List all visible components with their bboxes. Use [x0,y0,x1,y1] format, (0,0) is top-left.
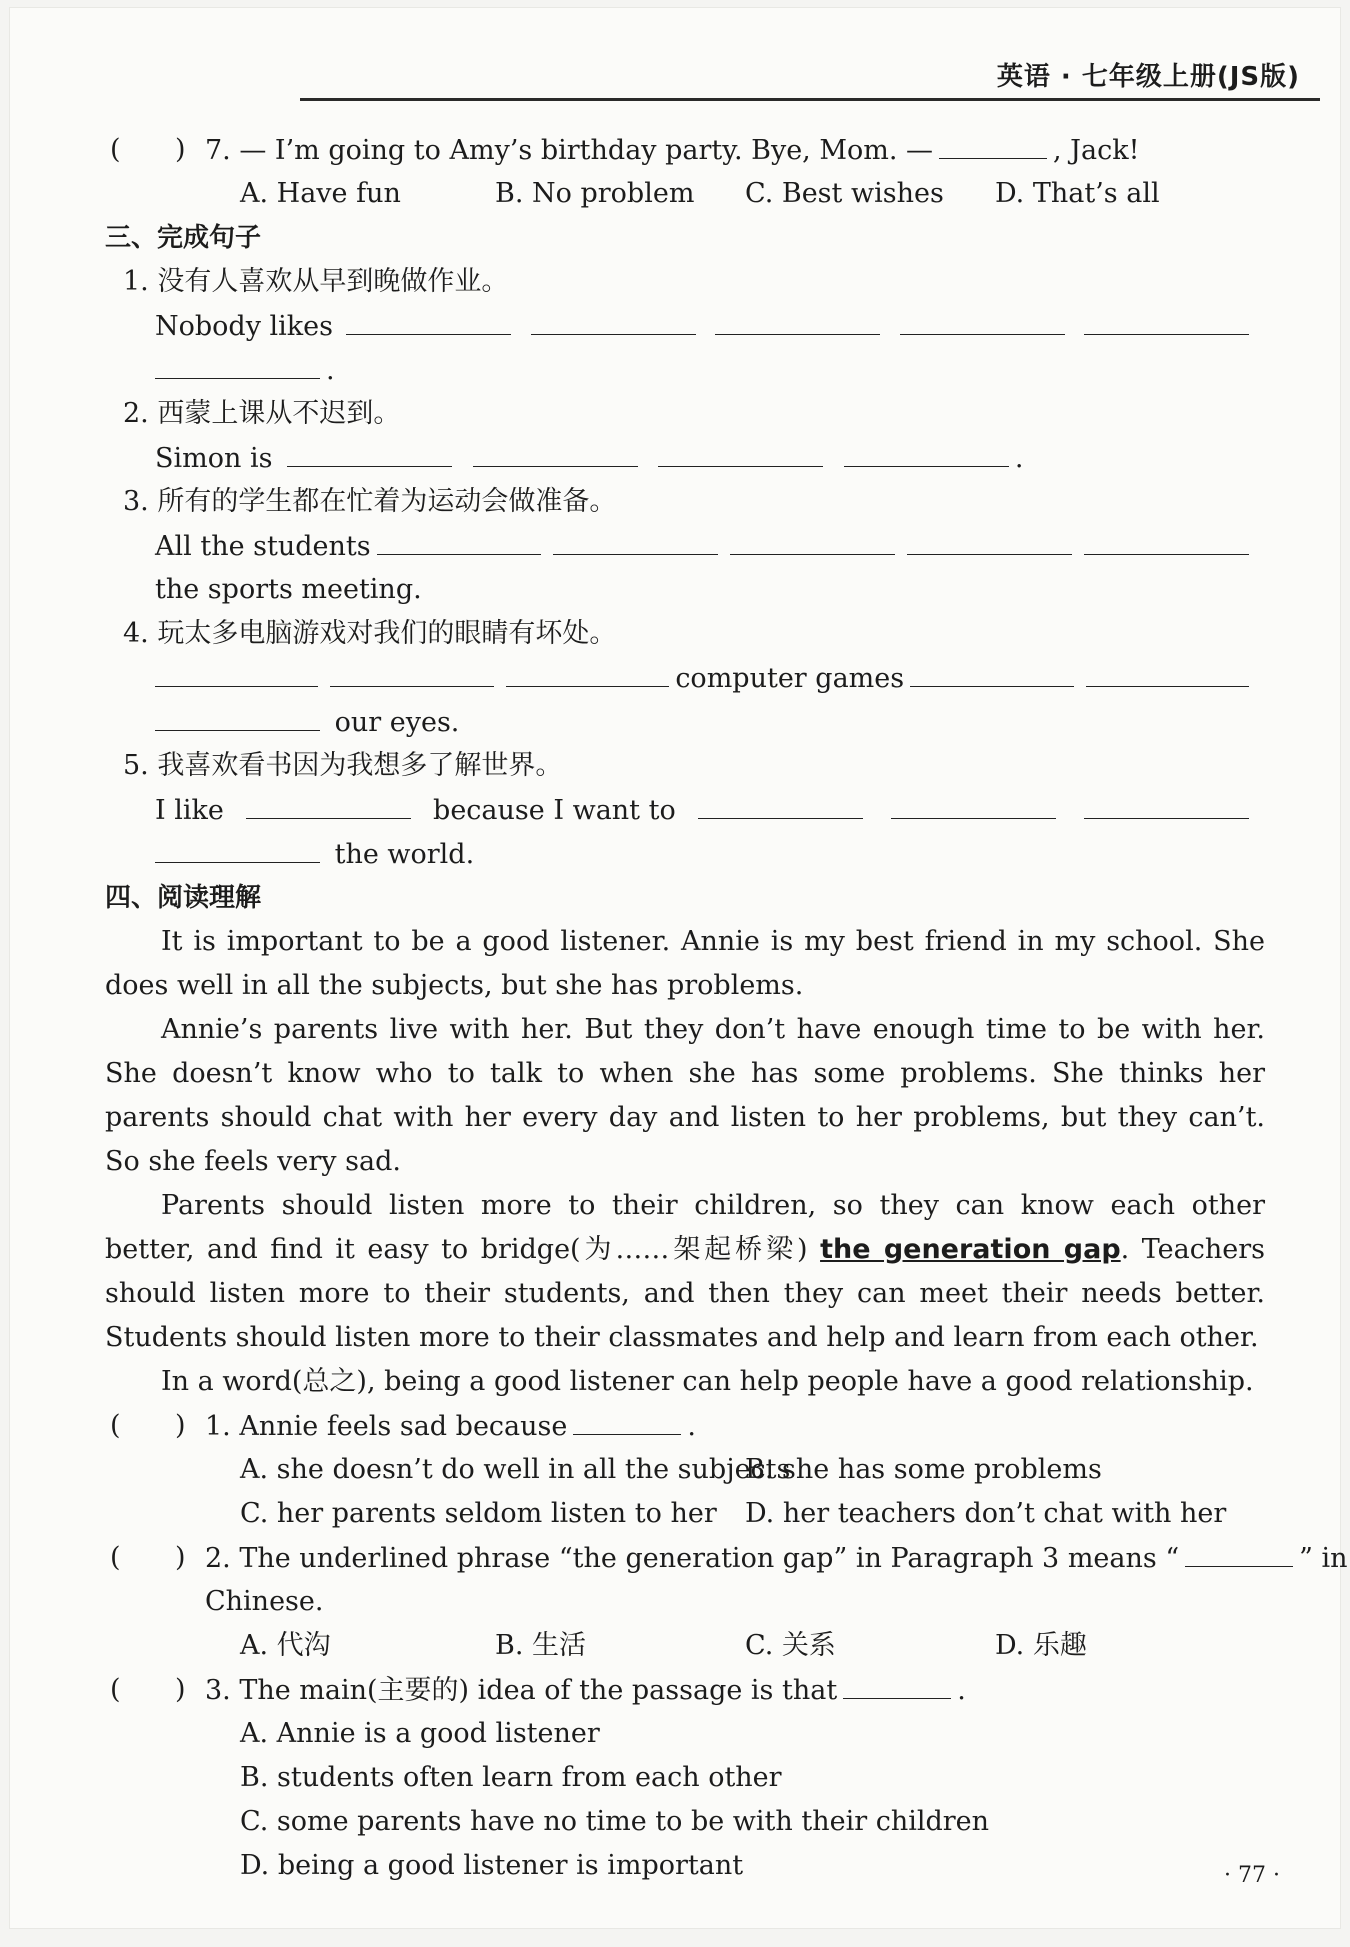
item-4-mid: computer games [675,663,905,694]
answer-blank[interactable] [246,788,411,819]
item-5-english-cont [105,832,1265,876]
item-4-english-cont [105,700,1265,744]
item-2-prefix: Simon is [155,443,273,474]
question-stem-continued: Chinese. [205,1586,324,1617]
reading-question-3-option-d [105,1844,1265,1888]
reading-question-2 [105,1536,1348,1580]
reading-question-1 [105,1404,1265,1448]
item-5-english [105,788,1265,832]
reading-question-3-option-b [105,1756,1265,1800]
answer-paren-open: ( [110,1542,121,1573]
option-a[interactable]: A. 代沟 [240,1630,331,1661]
answer-blank[interactable] [1084,524,1249,555]
answer-blank[interactable] [553,524,718,555]
item-2-end: . [1014,443,1024,474]
item-3-chinese: 3. 所有的学生都在忙着为运动会做准备。 [123,486,617,517]
option-c[interactable]: C. 关系 [745,1630,836,1661]
answer-paren-close: ) [175,1410,186,1441]
option-b[interactable]: B. she has some problems [745,1454,1102,1485]
answer-blank[interactable] [698,788,863,819]
answer-blank[interactable] [730,524,895,555]
item-2-english [105,436,1265,480]
answer-blank[interactable] [891,788,1056,819]
reading-question-3-option-a [105,1712,1265,1756]
answer-blank[interactable] [844,436,1009,467]
item-5-end: the world. [334,839,475,870]
answer-blank[interactable] [907,524,1072,555]
item-4-chinese: 4. 玩太多电脑游戏对我们的眼睛有坏处。 [123,618,617,649]
reading-paragraph-4: In a word(总之), being a good listener can help people have a good relationship. [161,1366,1254,1397]
answer-blank[interactable] [900,304,1065,335]
question-stem-end: . [957,1675,966,1706]
header-rule [300,98,1320,101]
answer-paren-open: ( [110,134,121,165]
answer-blank[interactable] [506,656,669,687]
option-c[interactable]: C. her parents seldom listen to her [240,1498,717,1529]
item-2-chinese: 2. 西蒙上课从不迟到。 [123,398,401,429]
question-stem-end: , Jack! [1053,135,1140,166]
option-a[interactable]: A. Have fun [240,178,401,209]
question-7 [105,128,1265,172]
workbook-page [10,8,1348,1928]
answer-blank[interactable] [377,524,542,555]
question-stem-text: 3. The main(主要的) idea of the passage is that [205,1675,838,1706]
question-stem [205,128,1139,173]
paragraph-3-middle: . Teachers should listen more to their [105,1234,1265,1309]
answer-blank[interactable] [155,832,320,863]
answer-blank[interactable] [155,700,320,731]
page-number: · 77 · [1224,1863,1280,1888]
option-d[interactable]: D. her teachers don’t chat with her [745,1498,1227,1529]
answer-blank[interactable] [330,656,493,687]
section-4-title: 四、阅读理解 [105,883,262,913]
item-4-english [105,656,1265,700]
question-stem [205,1536,1348,1581]
answer-blank[interactable] [843,1668,951,1699]
option-c[interactable]: C. some parents have no time to be with their children [240,1806,990,1837]
reading-paragraph-2: Annie’s parents live with her. But they don’t have enough time to be with her. She doesn’t know who to talk to when she has some problems. She thinks her parents should chat with her every day and listen to her problems, but they can’t. So she feels very sad. [105,1014,1265,1177]
paragraph-3-start: Parents should listen more to their children, so they can know each other better, and find it easy to bridge(为……架起桥梁) [105,1190,1265,1265]
item-1-chinese: 1. 没有人喜欢从早到晚做作业。 [123,266,509,297]
item-5-chinese: 5. 我喜欢看书因为我想多了解世界。 [123,750,563,781]
answer-blank[interactable] [1084,788,1249,819]
question-stem-end: ” in [1299,1543,1348,1574]
answer-paren-close: ) [175,1542,186,1573]
question-stem-text: 7. — I’m going to Amy’s birthday party. Bye, Mom. — [205,135,934,166]
question-stem [205,1404,696,1449]
question-stem [205,1668,966,1713]
reading-question-3 [105,1668,1265,1712]
reading-question-2-options [105,1624,1265,1668]
answer-blank[interactable] [715,304,880,335]
answer-blank[interactable] [1084,304,1249,335]
reading-question-2-cont [105,1580,1265,1624]
item-1-english [105,304,1265,348]
question-stem-end: . [687,1411,696,1442]
item-5-prefix: I like [155,795,224,826]
option-b[interactable]: B. students often learn from each other [240,1762,782,1793]
option-d[interactable]: D. being a good listener is important [240,1850,744,1881]
option-a[interactable]: A. she doesn’t do well in all the subjects [240,1454,791,1485]
answer-blank[interactable] [1185,1536,1293,1567]
answer-blank[interactable] [287,436,452,467]
answer-blank[interactable] [531,304,696,335]
reading-paragraph-3 [105,1184,1265,1360]
answer-blank[interactable] [573,1404,681,1435]
reading-question-1-options-cd [105,1492,1265,1536]
answer-blank[interactable] [658,436,823,467]
answer-paren-open: ( [110,1674,121,1705]
option-a[interactable]: A. Annie is a good listener [240,1718,600,1749]
item-5-mid: because I want to [433,795,676,826]
page-content [105,128,1348,1888]
option-b[interactable]: B. No problem [495,178,695,209]
answer-blank[interactable] [473,436,638,467]
question-stem-text: 1. Annie feels sad because [205,1411,568,1442]
question-stem-text: 2. The underlined phrase “the generation gap” in Paragraph 3 means “ [205,1543,1180,1574]
item-1-end: . [326,355,335,386]
answer-blank[interactable] [1086,656,1249,687]
answer-blank[interactable] [939,128,1047,159]
item-1-prefix: Nobody likes [155,311,334,342]
item-3-english-cont: the sports meeting. [155,574,422,605]
paragraph-3-end: students, and then they can meet their needs better. Students should listen more to their classmates and help and learn from each other. [105,1278,1265,1353]
book-title: 英语 · 七年级上册(JS版) [996,62,1300,92]
reading-question-1-options-ab [105,1448,1265,1492]
reading-paragraph-1: It is important to be a good listener. Annie is my best friend in my school. She does well in all the subjects, but she has problems. [105,926,1265,1001]
item-3-prefix: All the students [155,531,371,562]
option-d[interactable]: D. That’s all [995,178,1160,209]
answer-paren-open: ( [110,1410,121,1441]
answer-blank[interactable] [910,656,1073,687]
option-d[interactable]: D. 乐趣 [995,1630,1087,1661]
answer-paren-close: ) [175,1674,186,1705]
underlined-phrase: the generation gap [820,1234,1121,1265]
question-7-options [105,172,1265,216]
item-3-english [105,524,1265,568]
reading-question-3-option-c [105,1800,1265,1844]
item-1-english-cont [105,348,1265,392]
answer-blank[interactable] [346,304,511,335]
answer-paren-close: ) [175,134,186,165]
answer-blank[interactable] [155,656,318,687]
item-4-end: our eyes. [334,707,460,738]
option-b[interactable]: B. 生活 [495,1630,587,1661]
option-c[interactable]: C. Best wishes [745,178,944,209]
section-3-title: 三、完成句子 [105,223,262,253]
answer-blank[interactable] [155,348,320,379]
